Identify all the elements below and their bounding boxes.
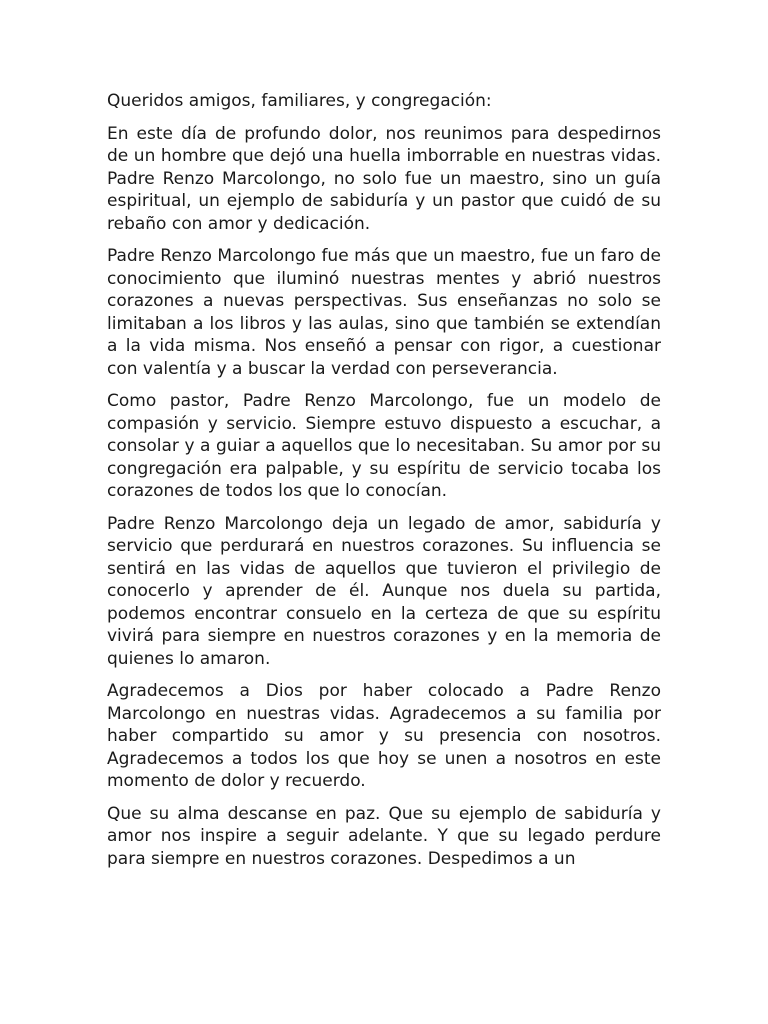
paragraph-2: Padre Renzo Marcolongo fue más que un maestro, fue un faro de conocimiento que iluminó nuestras mentes y abrió nuestros corazones a nuevas perspectivas. Sus enseñanzas no solo se limitaban a los libros y las aulas, sino que también se extendían a la vida misma. Nos enseñó a pensar con rigor, a cuestionar con valentía y a buscar la verdad con perseverancia. xyxy=(107,246,661,379)
greeting: Queridos amigos, familiares, y congregación: xyxy=(107,91,492,111)
document-page xyxy=(107,90,661,880)
paragraph-1: En este día de profundo dolor, nos reunimos para despedirnos de un hombre que dejó una huella imborrable en nuestras vidas. Padre Renzo Marcolongo, no solo fue un maestro, sino un guía espiritual, un ejemplo de sabiduría y un pastor que cuidó de su rebaño con amor y dedicación. xyxy=(107,123,661,234)
paragraph-3: Como pastor, Padre Renzo Marcolongo, fue un modelo de compasión y servicio. Siempre estuvo dispuesto a escuchar, a consolar y a guiar a aquellos que lo necesitaban. Su amor por su congregación era palpable, y su espíritu de servicio tocaba los corazones de todos los que lo conocían. xyxy=(107,391,661,501)
paragraph-4: Padre Renzo Marcolongo deja un legado de amor, sabiduría y servicio que perdurará en nuestros corazones. Su influencia se sentirá en las vidas de aquellos que tuvieron el privilegio de conocerlo y aprender de él. Aunque nos duela su partida, podemos encontrar consuelo en la certeza de que su espíritu vivirá para siempre en nuestros corazones y en la memoria de quienes lo amaron. xyxy=(107,513,661,669)
paragraph-6: Que su alma descanse en paz. Que su ejemplo de sabiduría y amor nos inspire a seguir adelante. Y que su legado perdure para siempre en nuestros corazones. Despedimos a un xyxy=(107,803,661,869)
paragraph-5: Agradecemos a Dios por haber colocado a Padre Renzo Marcolongo en nuestras vidas. Agradecemos a su familia por haber compartido su amor y su presencia con nosotros. Agradecemos a todos los que hoy se unen a nosotros en este momento de dolor y recuerdo. xyxy=(107,681,661,791)
